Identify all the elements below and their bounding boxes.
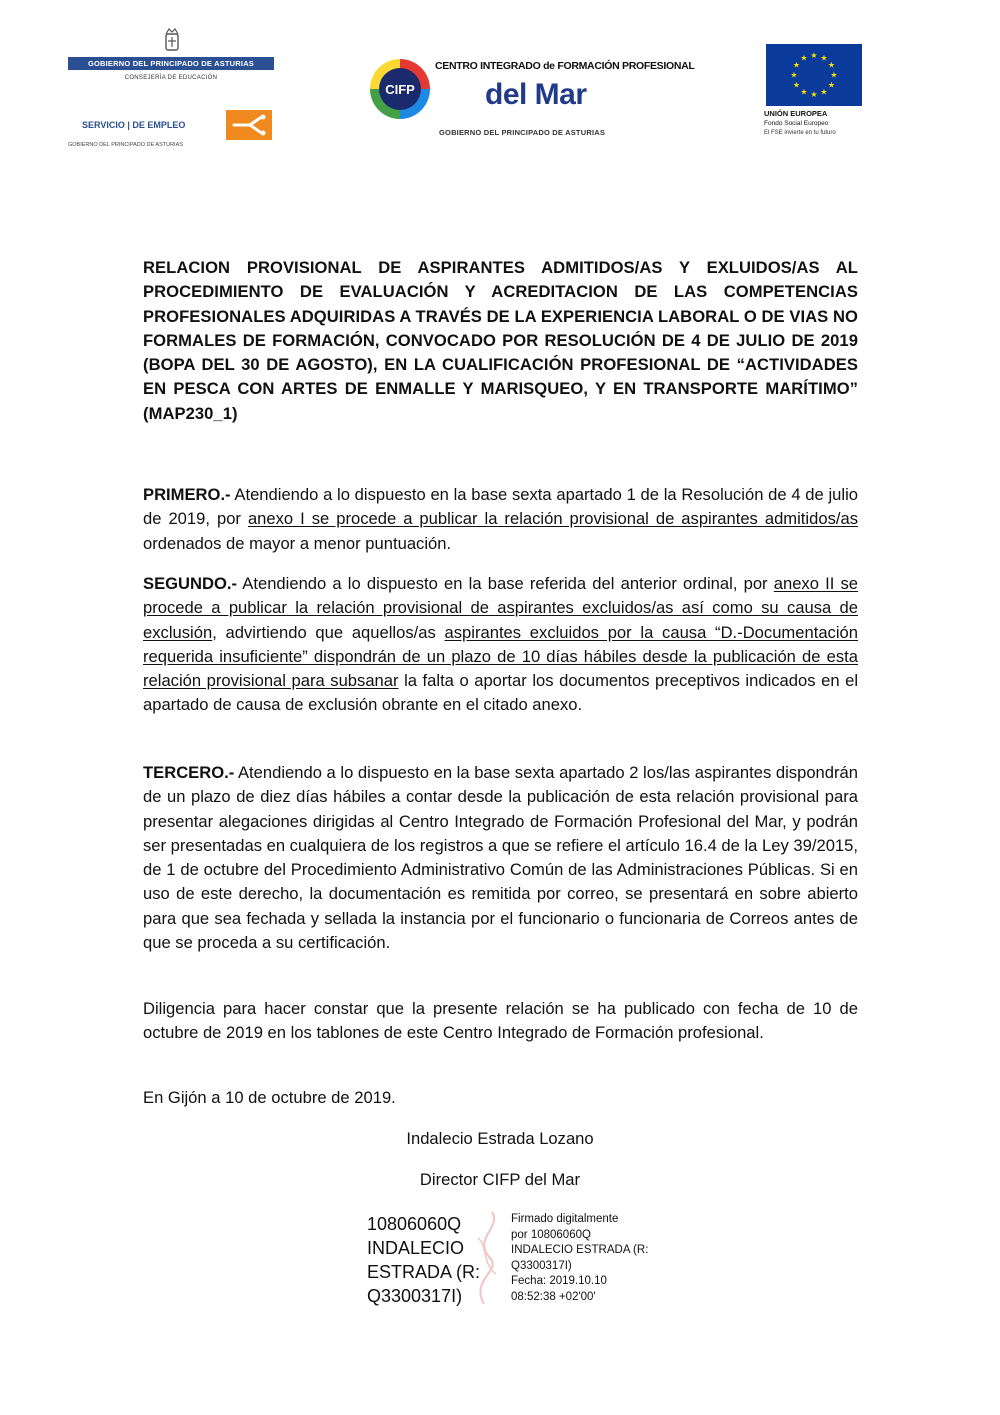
signature-id-line: ESTRADA (R: xyxy=(367,1262,481,1282)
cifp-circle-logo-icon xyxy=(367,56,433,122)
empleo-arrows-icon xyxy=(226,110,272,140)
servicio-empleo-text: SERVICIO | DE EMPLEO xyxy=(82,120,186,130)
place-and-date: En Gijón a 10 de octubre de 2019. xyxy=(143,1088,396,1107)
svg-text:★: ★ xyxy=(820,87,828,97)
signature-detail-line: 08:52:38 +02'00' xyxy=(511,1290,596,1303)
svg-text:★: ★ xyxy=(792,60,801,70)
signature-id-line: INDALECIO xyxy=(367,1238,465,1258)
signature-id-line: 10806060Q xyxy=(367,1214,462,1234)
eu-slogan: El FSE invierte en tu futuro xyxy=(764,130,836,136)
signer-role: Director CIFP del Mar xyxy=(419,1170,581,1189)
primero-text-a: Atendiendo a lo dispuesto en la base sexta apartado 1 de la Resolución de 4 de julio de 2019, por xyxy=(143,485,858,529)
digital-signature-details xyxy=(511,1212,661,1305)
eu-flag-icon xyxy=(766,44,862,106)
svg-text:★: ★ xyxy=(830,70,838,80)
empleo-subtext: GOBIERNO DEL PRINCIPADO DE ASTURIAS xyxy=(68,142,183,148)
empleo-orange-box xyxy=(226,110,272,140)
segundo-text-c: la falta o aportar los documentos preceptivos indicados en el apartado de causa de exclusión obrante en el citado anexo. xyxy=(143,671,858,715)
eu-union-label: UNIÓN EUROPEA xyxy=(764,109,828,118)
segundo-text-a: Atendiendo a lo dispuesto en la base referida del anterior ordinal, por xyxy=(237,574,774,593)
cifp-badge-text: CIFP xyxy=(385,82,415,97)
svg-text:★: ★ xyxy=(827,60,836,70)
asturias-department: CONSEJERÍA DE EDUCACIÓN xyxy=(124,75,218,81)
svg-text:★: ★ xyxy=(790,70,798,80)
signature-detail-line: Firmado digitalmente xyxy=(511,1213,619,1225)
signature-id-line: Q3300317I) xyxy=(367,1286,463,1306)
cifp-subtext: GOBIERNO DEL PRINCIPADO DE ASTURIAS xyxy=(439,128,606,137)
primero-underlined: anexo I se procede a publicar la relación provisional de aspirantes admitidos/as xyxy=(247,509,858,529)
eu-logo xyxy=(764,44,864,144)
primero-label: PRIMERO.- xyxy=(143,485,231,504)
tercero-label: TERCERO.- xyxy=(143,763,235,782)
signature-detail-line: INDALECIO ESTRADA (R: xyxy=(511,1244,649,1256)
svg-text:★: ★ xyxy=(810,90,818,99)
signer-name: Indalecio Estrada Lozano xyxy=(406,1129,594,1148)
segundo-label: SEGUNDO.- xyxy=(143,574,238,593)
primero-text-b: ordenados de mayor a menor puntuación. xyxy=(143,533,452,553)
cifp-del-mar-logo xyxy=(367,56,695,142)
coat-of-arms-icon xyxy=(161,28,183,52)
segundo-underlined-2: aspirantes excluidos por la causa “D.-Documentación requerida insuficiente” dispondrán de un plazo de 10 días hábiles desde la publicación de esta relación provisional para subsanar xyxy=(143,622,858,691)
servicio-empleo-logo xyxy=(68,110,274,152)
signature-detail-line: Q3300317I) xyxy=(511,1259,572,1272)
asturias-government-bar: GOBIERNO DEL PRINCIPADO DE ASTURIAS xyxy=(68,57,274,70)
segundo-underlined-1: anexo II se procede a publicar la relación provisional de aspirantes excluidos/as así como su causa de exclusión xyxy=(143,574,859,642)
document-title: RELACION PROVISIONAL DE ASPIRANTES ADMITIDOS/AS Y EXLUIDOS/AS AL PROCEDIMIENTO DE EVALUACIÓN Y ACREDITACION DE LAS COMPETENCIAS PROFESIONALES ADQUIRIDAS A TRAVÉS DE LA EXPERIENCIA LABORAL O DE VIAS NO FORMALES DE FORMACIÓN, CONVOCADO POR RESOLUCIÓN DE 4 DE JULIO DE 2019 (BOPA DEL 30 DE AGOSTO), EN LA CUALIFICACIÓN PROFESIONAL DE “ACTIVIDADES EN PESCA CON ARTES DE ENMALLE Y MARISQUEO, Y EN TRANSPORTE MARÍTIMO” (MAP230_1) xyxy=(143,258,858,423)
paragraph-tercero xyxy=(143,761,858,955)
signature-detail-line: Fecha: 2019.10.10 xyxy=(511,1275,607,1287)
segundo-text-b: , advirtiendo que aquellos/as xyxy=(212,622,445,642)
tercero-text: Atendiendo a lo dispuesto en la base sexta apartado 2 los/las aspirantes dispondrán de un plazo de diez días hábiles a contar desde la publicación de esta relación provisional para presentar alegaciones dirigidas al Centro Integrado de Formación Profesional del Mar, y podrán ser presentadas en cualquiera de los registros a que se refiere el artículo 16.4 de la Ley 39/2015, de 1 de octubre del Procedimiento Administrativo Común de las Administraciones Públicas. Si en uso de este derecho, la documentación es remitida por correo, se presentará en sobre abierto para que sea fechada y sellada la instancia por el funcionario o funcionaria de Correos antes de que se proceda a su certificación. xyxy=(143,763,858,953)
cifp-title: CENTRO INTEGRADO de FORMACIÓN PROFESIONAL xyxy=(435,60,695,72)
svg-text:★: ★ xyxy=(800,53,808,63)
signature-detail-line: por 10806060Q xyxy=(511,1228,591,1241)
paragraph-primero xyxy=(143,483,858,556)
svg-text:★: ★ xyxy=(792,80,801,90)
svg-text:★: ★ xyxy=(827,80,836,90)
svg-text:★: ★ xyxy=(800,87,808,97)
paragraph-segundo xyxy=(143,572,858,718)
eu-fund-label: Fondo Social Europeo xyxy=(764,120,829,127)
svg-text:★: ★ xyxy=(810,51,818,60)
cifp-name: del Mar xyxy=(485,78,587,111)
svg-text:★: ★ xyxy=(820,53,828,63)
signature-watermark-icon xyxy=(462,1208,512,1308)
paragraph-diligencia: Diligencia para hacer constar que la presente relación se ha publicado con fecha de 10 de octubre de 2019 en los tablones de este Centro Integrado de Formación profesional. xyxy=(143,999,858,1043)
